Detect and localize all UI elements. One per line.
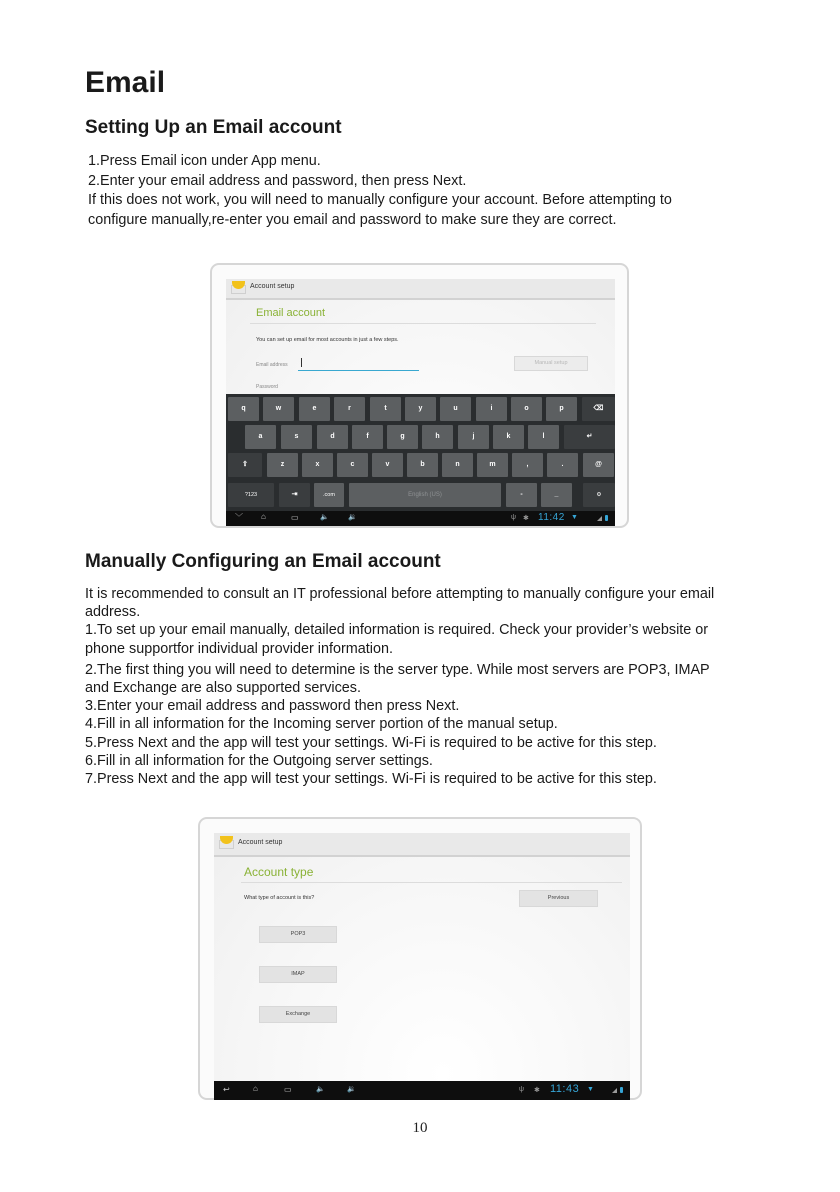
text-line: address. <box>85 604 141 621</box>
email-address-label: Email address <box>256 362 288 368</box>
manual-instructions <box>85 585 755 788</box>
key-symbols[interactable]: ?123 <box>228 483 274 507</box>
text-line: If this does not work, you will need to manually configure your account. Before attempting to <box>88 192 672 208</box>
text-cursor <box>301 358 302 367</box>
key-comma[interactable]: , <box>512 453 543 477</box>
email-app-icon <box>219 836 234 849</box>
device-screen <box>214 833 630 1100</box>
key-s[interactable]: s <box>281 425 312 449</box>
key-m[interactable]: m <box>477 453 508 477</box>
key-backspace[interactable]: ⌫ <box>582 397 615 421</box>
android-debug-icon: ✱ <box>534 1087 540 1094</box>
device-screen <box>226 279 615 526</box>
soft-keyboard <box>226 394 615 511</box>
section-heading-setup: Setting Up an Email account <box>85 117 342 138</box>
title-divider <box>250 323 596 324</box>
key-l[interactable]: l <box>528 425 559 449</box>
page-number: 10 <box>412 1120 428 1136</box>
usb-icon: ψ <box>519 1086 524 1093</box>
key-q[interactable]: q <box>228 397 259 421</box>
exchange-button[interactable]: Exchange <box>259 1006 337 1023</box>
text-line: 2.The first thing you will need to determine is the server type. While most servers are POP3, IMAP <box>85 661 710 678</box>
email-app-icon <box>231 281 246 294</box>
tablet-screenshot-email-account <box>210 263 629 528</box>
back-icon[interactable]: ↩ <box>223 1085 230 1094</box>
home-icon[interactable]: ⌂ <box>253 1084 258 1093</box>
email-account-title: Email account <box>256 307 326 319</box>
text-line: 3.Enter your email address and password then press Next. <box>85 698 460 715</box>
key-a[interactable]: a <box>245 425 276 449</box>
key-w[interactable]: w <box>263 397 294 421</box>
pop3-button[interactable]: POP3 <box>259 926 337 943</box>
key-z[interactable]: z <box>267 453 298 477</box>
email-address-input[interactable] <box>298 356 419 371</box>
key-shift[interactable]: ⇧ <box>228 453 262 477</box>
key-j[interactable]: j <box>458 425 489 449</box>
status-clock: 11:42 <box>538 512 565 523</box>
key-space[interactable]: English (US) <box>349 483 501 507</box>
text-line: 1.Press Email icon under App menu. <box>88 153 321 169</box>
text-line: 5.Press Next and the app will test your settings. Wi-Fi is required to be active for this step. <box>85 734 657 751</box>
key-d[interactable]: d <box>317 425 348 449</box>
key-t[interactable]: t <box>370 397 401 421</box>
password-label: Password <box>256 384 278 390</box>
signal-icon <box>597 516 602 521</box>
imap-button[interactable]: IMAP <box>259 966 337 983</box>
text-line: configure manually,re-enter you email and password to make sure they are correct. <box>88 211 617 228</box>
action-bar-title: Account setup <box>250 283 295 290</box>
account-type-title: Account type <box>244 865 314 879</box>
key-i[interactable]: i <box>476 397 507 421</box>
volume-down-icon[interactable]: 🔈 <box>320 514 329 521</box>
battery-icon <box>620 1087 623 1093</box>
page-title: Email <box>85 66 166 99</box>
recent-apps-icon[interactable]: ▭ <box>291 513 299 522</box>
usb-icon: ψ <box>511 514 516 521</box>
key-y[interactable]: y <box>405 397 436 421</box>
wifi-icon: ▼ <box>571 514 578 521</box>
volume-up-icon[interactable]: 🔉 <box>348 514 357 521</box>
account-type-question: What type of account is this? <box>244 895 315 901</box>
wifi-icon: ▼ <box>587 1086 594 1093</box>
section-heading-manual: Manually Configuring an Email account <box>85 551 441 572</box>
key-n[interactable]: n <box>442 453 473 477</box>
text-line: It is recommended to consult an IT professional before attempting to manually configure your email <box>85 586 715 602</box>
key-p[interactable]: p <box>546 397 577 421</box>
key-e[interactable]: e <box>299 397 330 421</box>
manual-setup-button[interactable]: Manual setup <box>514 356 588 371</box>
setup-instructions <box>88 152 758 230</box>
battery-icon <box>605 515 608 521</box>
text-line: 1.To set up your email manually, detailed information is required. Check your provider’s website or <box>85 622 709 639</box>
text-line: 6.Fill in all information for the Outgoing server settings. <box>85 752 433 769</box>
action-bar-title: Account setup <box>238 839 283 846</box>
text-line: 4.Fill in all information for the Incoming server portion of the manual setup. <box>85 716 558 733</box>
system-navbar <box>214 1081 630 1100</box>
key-dash[interactable]: - <box>506 483 537 507</box>
key-g[interactable]: g <box>387 425 418 449</box>
action-bar <box>226 279 615 300</box>
key-settings[interactable]: ⚙ <box>583 483 615 507</box>
system-navbar <box>226 511 615 526</box>
key-tab[interactable]: ⇥ <box>279 483 310 507</box>
signal-icon <box>612 1088 617 1093</box>
android-debug-icon: ✱ <box>523 515 529 522</box>
previous-button[interactable]: Previous <box>519 890 598 907</box>
key-u[interactable]: u <box>440 397 471 421</box>
key-c[interactable]: c <box>337 453 368 477</box>
key-enter[interactable]: ↵ <box>564 425 615 449</box>
volume-up-icon[interactable]: 🔉 <box>347 1086 356 1093</box>
key-v[interactable]: v <box>372 453 403 477</box>
key-period[interactable]: . <box>547 453 578 477</box>
key-x[interactable]: x <box>302 453 333 477</box>
text-line: 7.Press Next and the app will test your settings. Wi-Fi is required to be active for this step. <box>85 771 657 788</box>
title-divider <box>241 882 622 883</box>
tablet-screenshot-account-type <box>198 817 642 1100</box>
key-dotcom[interactable]: .com <box>314 483 344 507</box>
text-line: 2.Enter your email address and password, then press Next. <box>88 172 467 189</box>
key-r[interactable]: r <box>334 397 365 421</box>
key-b[interactable]: b <box>407 453 438 477</box>
key-f[interactable]: f <box>352 425 383 449</box>
volume-down-icon[interactable]: 🔈 <box>316 1086 325 1093</box>
key-at[interactable]: @ <box>583 453 614 477</box>
text-line: and Exchange are also supported services. <box>85 680 361 697</box>
key-o[interactable]: o <box>511 397 542 421</box>
action-bar <box>214 833 630 857</box>
key-h[interactable]: h <box>422 425 453 449</box>
key-k[interactable]: k <box>493 425 524 449</box>
home-icon[interactable]: ⌂ <box>261 512 266 521</box>
key-underscore[interactable]: _ <box>541 483 572 507</box>
recent-apps-icon[interactable]: ▭ <box>284 1085 292 1094</box>
text-line: phone supportfor individual provider information. <box>85 640 393 657</box>
intro-text: You can set up email for most accounts in just a few steps. <box>256 337 399 343</box>
status-clock: 11:43 <box>550 1083 580 1095</box>
hide-keyboard-icon[interactable]: ﹀ <box>235 513 243 522</box>
